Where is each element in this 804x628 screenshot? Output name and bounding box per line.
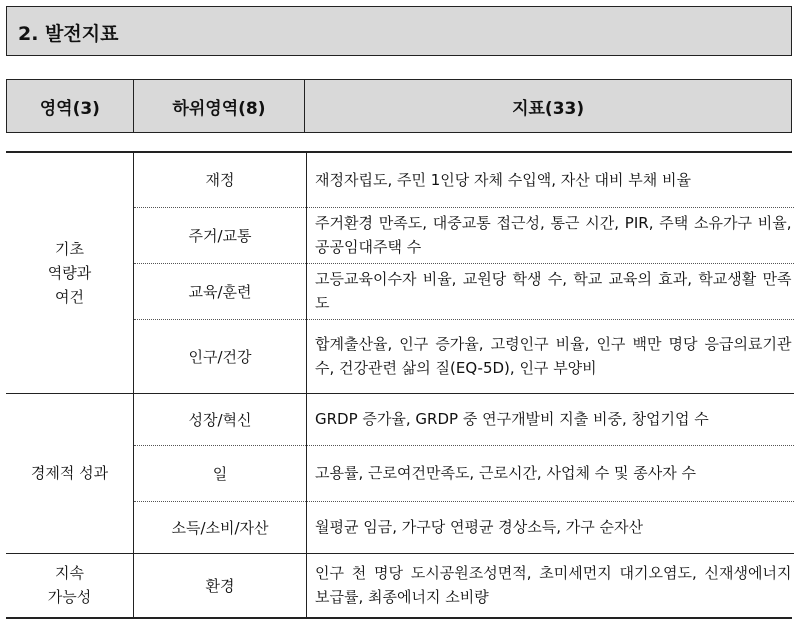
table-row: [6, 553, 794, 617]
area-cell: 지속 가능성: [6, 553, 134, 617]
header-subarea: 하위영역(8): [134, 80, 306, 132]
section-title: 2. 발전지표: [18, 23, 119, 45]
subarea-cell: 환경: [134, 553, 307, 617]
table-row: [6, 153, 794, 207]
section-title-box: [6, 6, 792, 56]
indicator-cell: GRDP 증가율, GRDP 중 연구개발비 지출 비중, 창업기업 수: [307, 393, 794, 445]
indicator-cell: 합계출산율, 인구 증가율, 고령인구 비율, 인구 백만 명당 응급의료기관 수, 건강관련 삶의 질(EQ-5D), 인구 부양비: [307, 319, 794, 393]
subarea-cell: 교육/훈련: [134, 263, 307, 319]
subarea-cell: 성장/혁신: [134, 393, 307, 445]
indicator-cell: 인구 천 명당 도시공원조성면적, 초미세먼지 대기오염도, 신재생에너지 보급률, 최종에너지 소비량: [315, 564, 792, 607]
table-row: [6, 393, 794, 445]
header-area: 영역(3): [7, 80, 134, 132]
indicator-table: [6, 151, 792, 619]
indicator-cell: 재정자립도, 주민 1인당 자체 수입액, 자산 대비 부채 비율: [307, 153, 794, 207]
area-cell: 경제적 성과: [6, 393, 134, 553]
subarea-cell: 주거/교통: [134, 207, 307, 263]
header-indicator: 지표(33): [512, 98, 585, 119]
indicator-cell: 주거환경 만족도, 대중교통 접근성, 통근 시간, PIR, 주택 소유가구 비율, 공공임대주택 수: [307, 207, 794, 263]
subarea-cell: 인구/건강: [134, 319, 307, 393]
indicator-cell: 고등교육이수자 비율, 교원당 학생 수, 학교 교육의 효과, 학교생활 만족도: [307, 263, 794, 319]
subarea-cell: 일: [134, 445, 307, 501]
subarea-cell: 재정: [134, 153, 307, 207]
table-header: [6, 79, 792, 133]
area-cell: 기초 역량과 여건: [6, 153, 134, 393]
subarea-cell: 소득/소비/자산: [134, 501, 307, 553]
indicator-cell: 고용률, 근로여건만족도, 근로시간, 사업체 수 및 종사자 수: [307, 445, 794, 501]
indicator-cell: 월평균 임금, 가구당 연평균 경상소득, 가구 순자산: [307, 501, 794, 553]
